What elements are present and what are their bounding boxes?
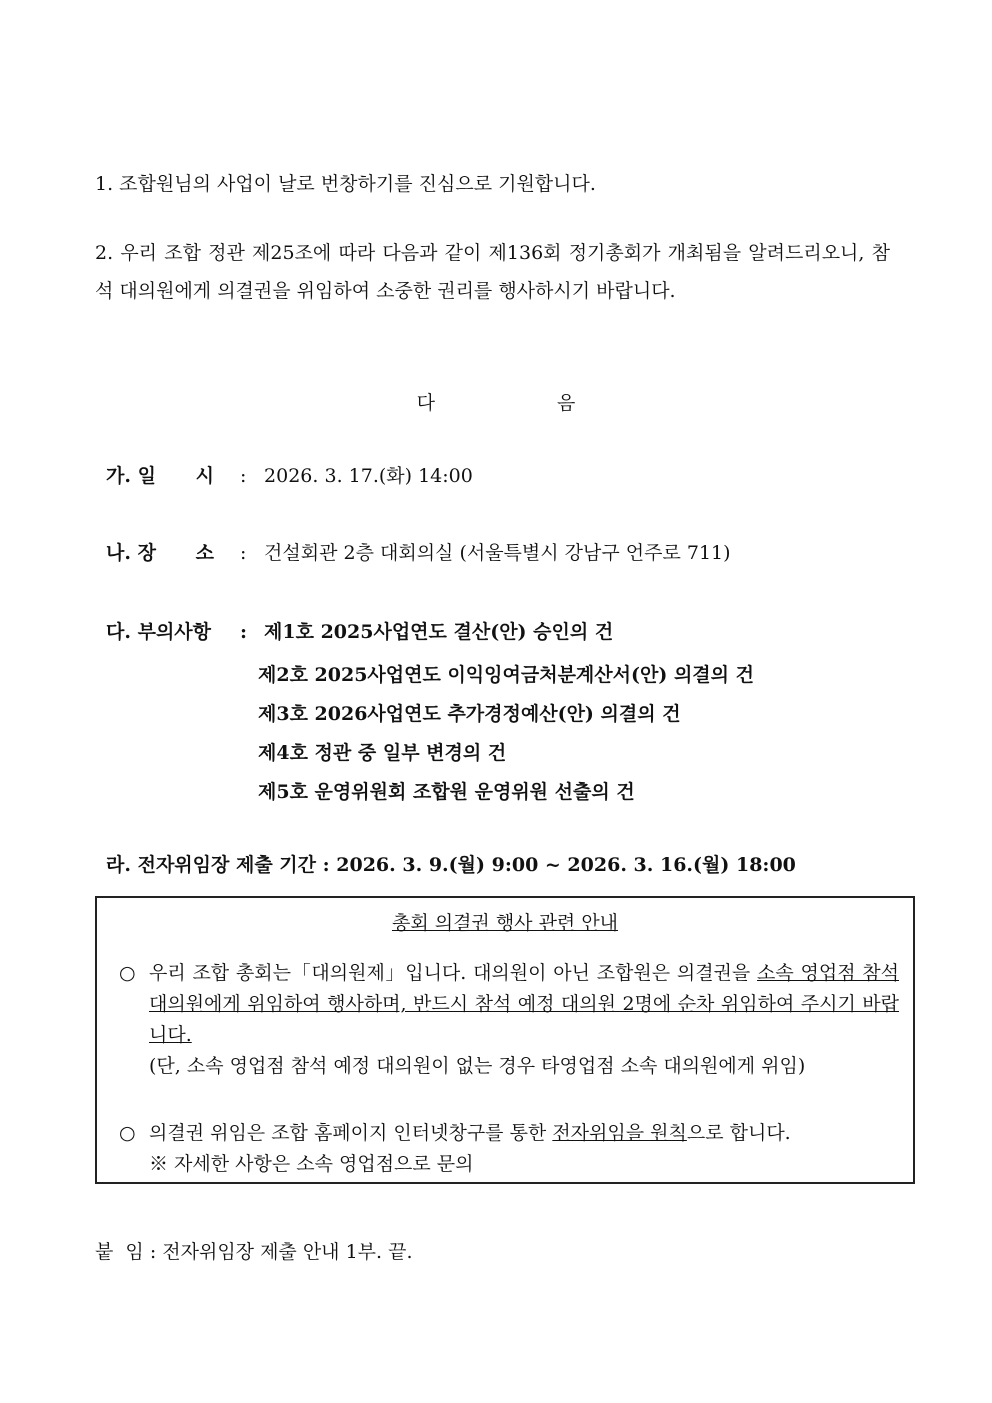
meeting-date-colon: : (240, 465, 247, 487)
intro-paragraph-1: 1. 조합원님의 사업이 날로 번창하기를 진심으로 기원합니다. (95, 173, 596, 195)
meeting-place-label: 나. 장 소 (106, 542, 214, 564)
section-heading (0, 388, 992, 418)
agenda-colon: : (240, 621, 248, 643)
intro-paragraph-2: 2. 우리 조합 정관 제25조에 따라 다음과 같이 제136회 정기총회가 개최됨을 알려드리오니, 참석 대의원에게 의결권을 위임하여 소중한 권리를 행사하시기 바랍니다. (95, 242, 890, 302)
notice-bullet-1 (119, 958, 899, 1082)
meeting-place-row (106, 538, 731, 568)
notice-bullet-2-plain-2: 으로 합니다. (686, 1122, 791, 1144)
proxy-period-row (106, 850, 796, 880)
meeting-place-colon: : (240, 542, 247, 564)
notice-bullet-1-note: (단, 소속 영업점 참석 예정 대의원이 없는 경우 타영업점 소속 대의원에게 위임) (149, 1055, 806, 1077)
agenda-row (106, 617, 613, 647)
attachment-line: 붙 임 : 전자위임장 제출 안내 1부. 끝. (95, 1241, 413, 1263)
agenda-item-4: 제4호 정관 중 일부 변경의 건 (258, 742, 507, 764)
voting-notice-box (95, 896, 915, 1184)
notice-bullet-2 (119, 1118, 899, 1180)
meeting-date-value: 2026. 3. 17.(화) 14:00 (264, 465, 473, 487)
section-heading-right: 음 (557, 392, 576, 414)
notice-bullet-1-text (149, 958, 899, 1051)
notice-bullet-2-plain-1: 의결권 위임은 조합 홈페이지 인터넷창구를 통한 (149, 1122, 553, 1144)
notice-bullet-2-note: ※ 자세한 사항은 소속 영업점으로 문의 (149, 1153, 474, 1175)
agenda-item-3: 제3호 2026사업연도 추가경정예산(안) 의결의 건 (258, 703, 681, 725)
circle-bullet-icon: ○ (119, 1122, 136, 1144)
agenda-item-1: 제1호 2025사업연도 결산(안) 승인의 건 (264, 621, 614, 643)
agenda-label: 다. 부의사항 (106, 621, 211, 643)
notice-title: 총회 의결권 행사 관련 안내 (391, 912, 619, 934)
agenda-item-2: 제2호 2025사업연도 이익잉여금처분계산서(안) 의결의 건 (258, 664, 754, 686)
proxy-period-colon: : (322, 854, 330, 876)
proxy-period-value: 2026. 3. 9.(월) 9:00 ~ 2026. 3. 16.(월) 18:00 (336, 854, 796, 876)
circle-bullet-icon: ○ (119, 962, 136, 984)
proxy-period-label: 라. 전자위임장 제출 기간 (106, 854, 316, 876)
agenda-item-5: 제5호 운영위원회 조합원 운영위원 선출의 건 (258, 781, 635, 803)
meeting-date-row (106, 461, 473, 491)
notice-bullet-2-underlined: 전자위임을 원칙 (552, 1122, 687, 1144)
notice-bullet-2-text (149, 1118, 899, 1149)
agenda-list (258, 656, 754, 812)
meeting-date-label: 가. 일 시 (106, 465, 214, 487)
notice-bullet-1-plain: 우리 조합 총회는「대의원제」입니다. 대의원이 아닌 조합원은 의결권을 (149, 962, 758, 984)
notice-bullet-1-underlined: 소속 영업점 참석 대의원에게 위임하여 행사하며, 반드시 참석 예정 대의원 2명에 순차 위임하여 주시기 바랍니다. (149, 962, 900, 1046)
meeting-place-value: 건설회관 2층 대회의실 (서울특별시 강남구 언주로 711) (264, 542, 731, 564)
section-heading-left: 다 (416, 392, 435, 414)
